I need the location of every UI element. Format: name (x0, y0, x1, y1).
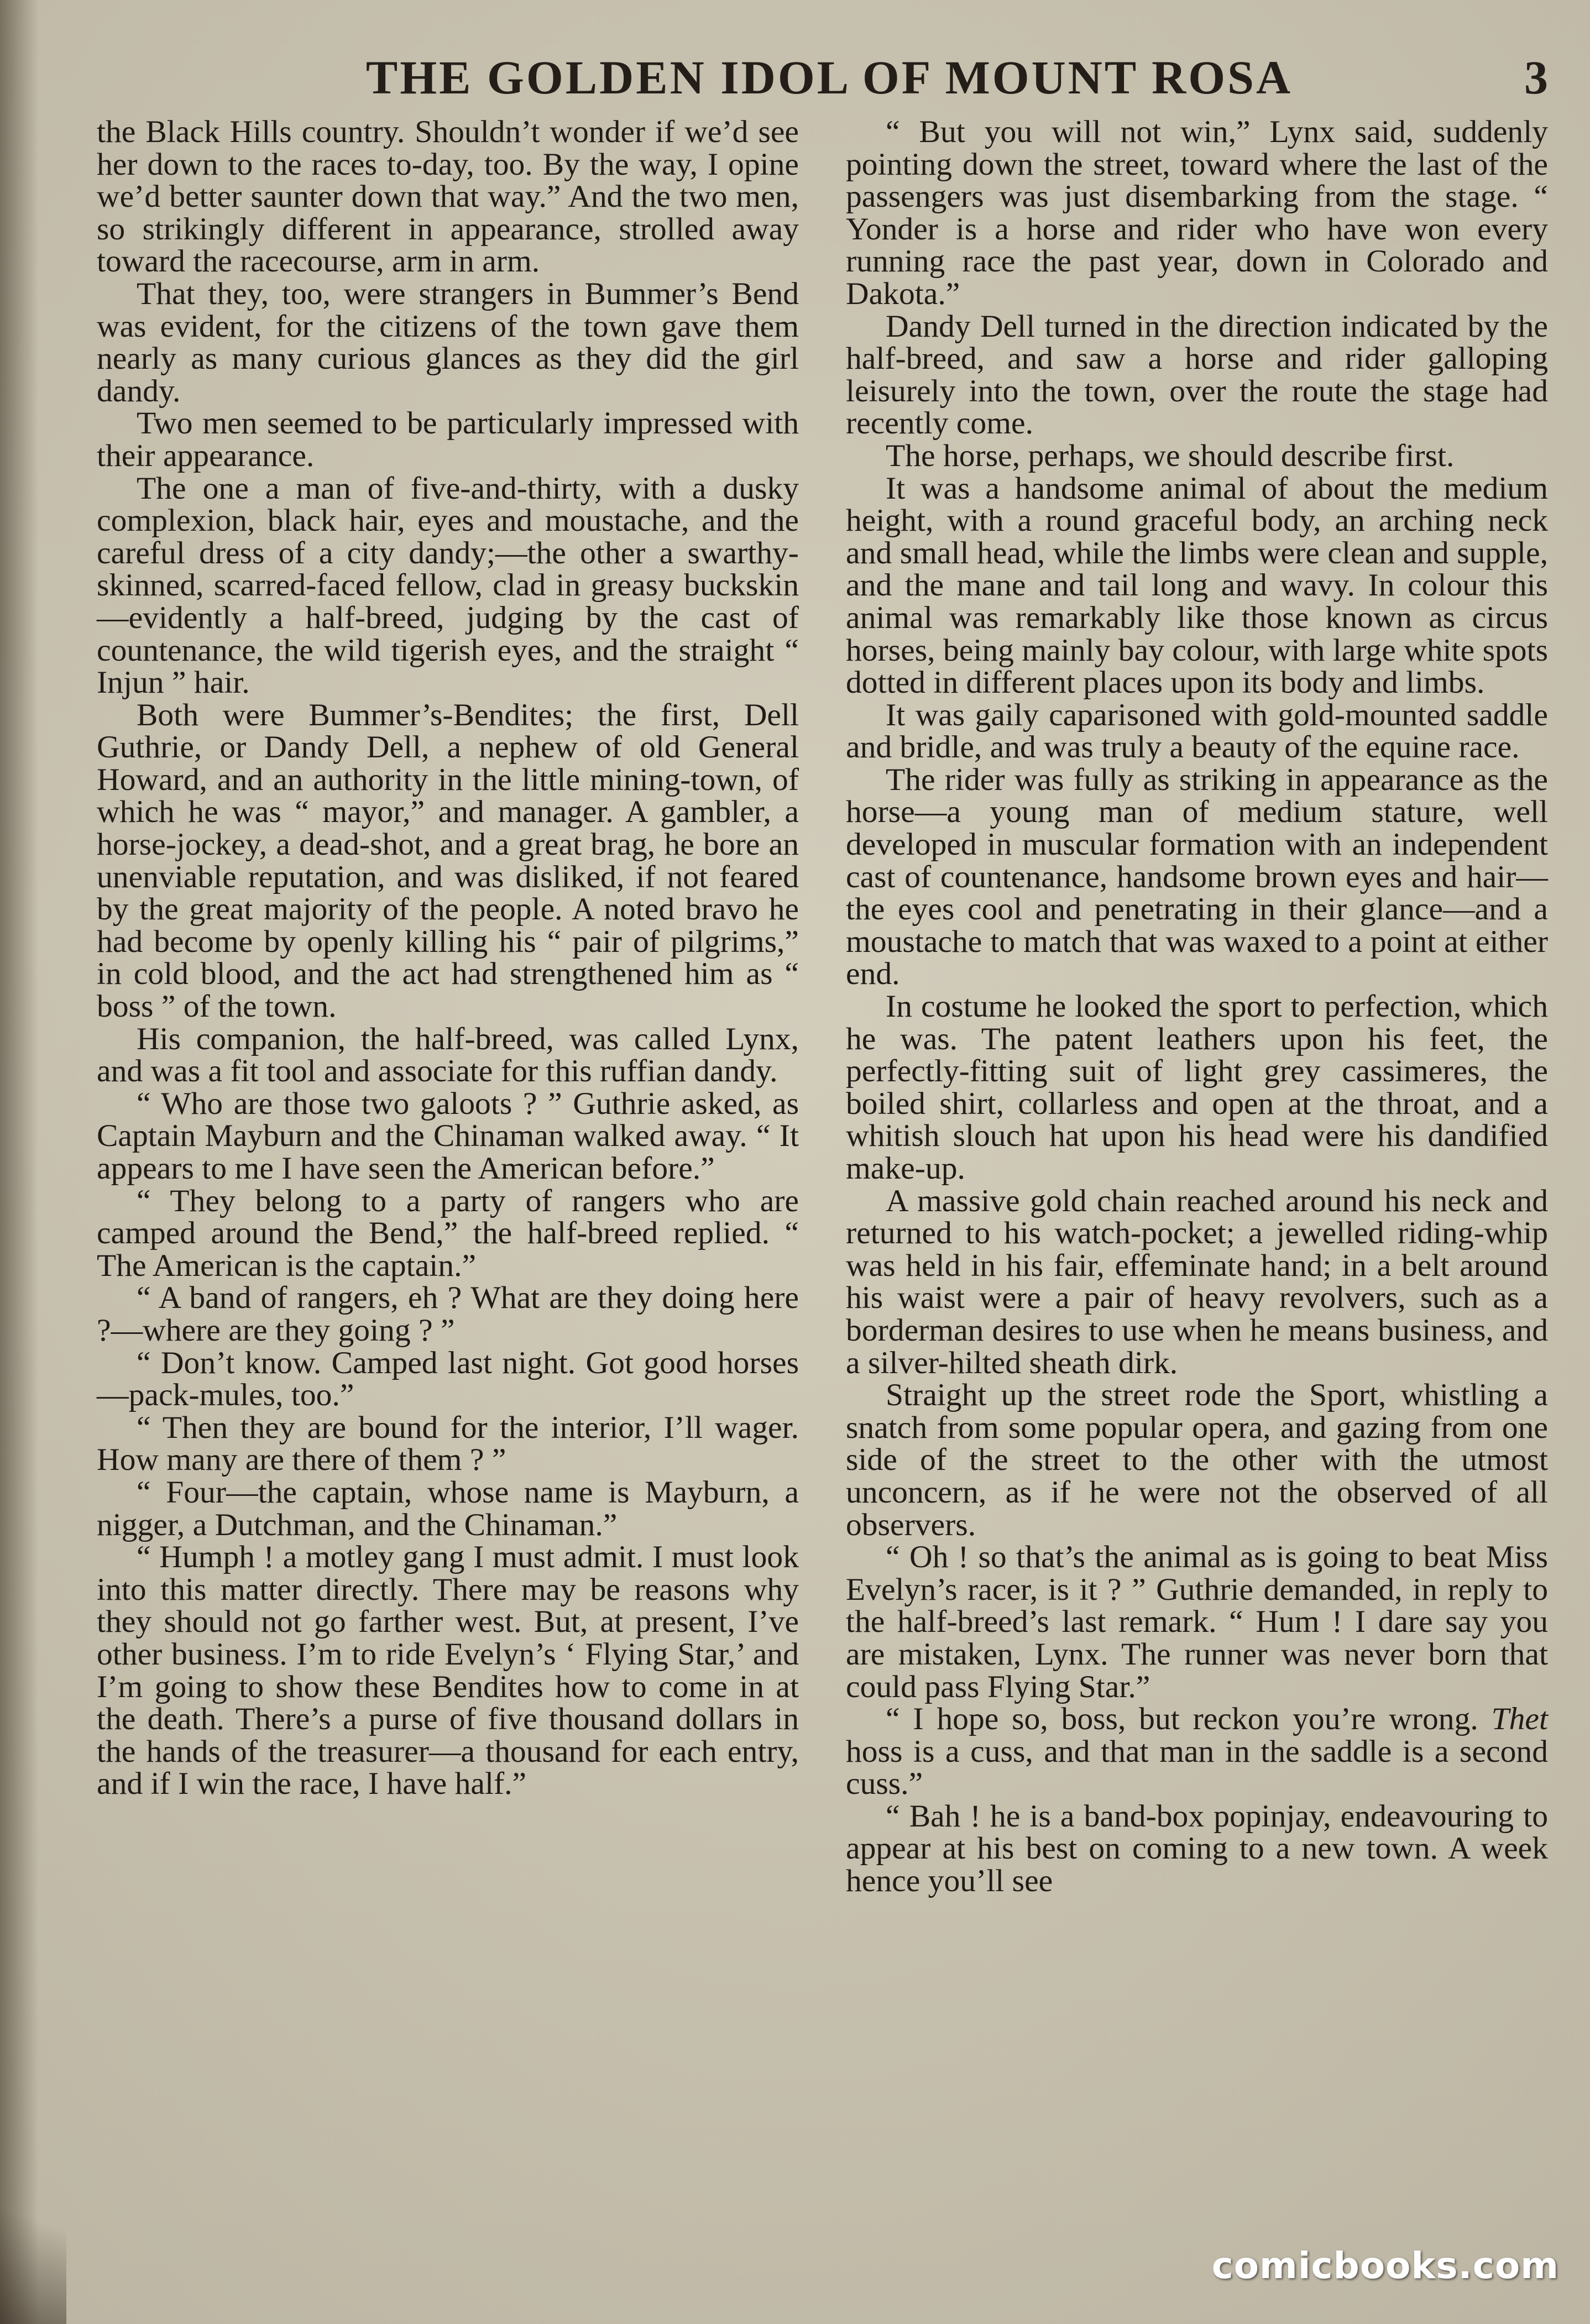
paragraph-text: hoss is a cuss, and that man in the saddle is a second cuss.” (846, 1734, 1548, 1802)
paragraph: “ Don’t know. Camped last night. Got good horses—pack-mules, too.” (97, 1345, 799, 1413)
left-column (97, 116, 799, 1800)
paragraph: That they, too, were strangers in Bummer’s Bend was evident, for the citizens of the town gave them nearly as many curious glances as they did the girl dandy. (97, 276, 799, 409)
paragraph: The horse, perhaps, we should describe first. (886, 438, 1455, 473)
page-corner-wear (0, 2180, 66, 2324)
paragraph: The one a man of five-and-thirty, with a dusky complexion, black hair, eyes and moustache, and the careful dress of a city dandy;—the other a swarthy-skinned, scarred-faced fellow, clad in greasy buckskin—evidently a half-breed, judging by the cast of countenance, the wild tigerish eyes, and the straight “ Injun ” hair. (97, 470, 799, 700)
watermark: comicbooks.com (1211, 2244, 1559, 2287)
paragraph: Both were Bummer’s-Bendites; the first, Dell Guthrie, or Dandy Dell, a nephew of old General Howard, and an authority in the little mining-town, of which he was “ mayor,” and manager. A gambler, a horse-jockey, a dead-shot, and a great brag, he bore an unenviable reputation, and was disliked, if not feared by the great majority of the people. A noted bravo he had become by openly killing his “ pair of pilgrims,” in cold blood, and the act had strengthened him as “ boss ” of the town. (97, 697, 799, 1024)
paragraph: It was a handsome animal of about the medium height, with a round graceful body, an arching neck and small head, while the limbs were clean and supple, and the mane and tail long and wavy. In colour this animal was remarkably like those known as circus horses, being mainly bay colour, with large white spots dotted in different places upon its body and limbs. (846, 470, 1548, 700)
italic-word: Thet (1491, 1702, 1548, 1737)
running-header (0, 39, 1590, 116)
paragraph: “ Who are those two galoots ? ” Guthrie asked, as Captain Mayburn and the Chinaman walked away. “ It appears to me I have seen the American before.” (97, 1086, 799, 1186)
paragraph: “ Bah ! he is a band-box popinjay, endeavouring to appear at his best on coming to a new town. A week hence you’ll see (846, 1798, 1548, 1899)
paragraph: “ Oh ! so that’s the animal as is going to beat Miss Evelyn’s racer, is it ? ” Guthrie demanded, in reply to the half-breed’s last remark. “ Hum ! I dare say you are mistaken, Lynx. The runner was never born that could pass Flying Star.” (846, 1540, 1548, 1704)
page-number: 3 (1524, 51, 1548, 104)
paragraph: His companion, the half-breed, was called Lynx, and was a fit tool and associate for this ruffian dandy. (97, 1021, 799, 1089)
paragraph: In costume he looked the sport to perfection, which he was. The patent leathers upon his feet, the perfectly-fitting suit of light grey cassimeres, the boiled shirt, collarless and open at the throat, and a whitish slouch hat upon his head were his dandified make-up. (846, 989, 1548, 1186)
paragraph: “ But you will not win,” Lynx said, suddenly pointing down the street, toward where the last of the passengers was just disembarking from the stage. “ Yonder is a horse and rider who have won every running race the past year, down in Colorado and Dakota.” (846, 114, 1548, 311)
paragraph: “ Humph ! a motley gang I must admit. I must look into this matter directly. There may be reasons why they should not go farther west. But, at present, I’ve other business. I’m to ride Evelyn’s ‘ Flying Star,’ and I’m going to show these Bendites how to come in at the death. There’s a purse of five thousand dollars in the hands of the treasurer—a thousand for each entry, and if I win the race, I have half.” (97, 1540, 799, 1802)
right-column (846, 116, 1548, 1898)
paragraph: It was gaily caparisoned with gold-mounted saddle and bridle, and was truly a beauty of the equine race. (846, 697, 1548, 765)
paragraph-text: “ I hope so, boss, but reckon you’re wrong. (886, 1702, 1492, 1737)
paragraph: Straight up the street rode the Sport, whistling a snatch from some popular opera, and gazing from one side of the street to the other with the utmost unconcern, as if he were not the observed of all observers. (846, 1378, 1548, 1542)
page-spine-shadow (0, 0, 39, 2324)
paragraph: the Black Hills country. Shouldn’t wonder if we’d see her down to the races to-day, too. By the way, I opine we’d better saunter down that way.” And the two men, so strikingly different in appearance, strolled away toward the racecourse, arm in arm. (97, 114, 799, 279)
paragraph: Dandy Dell turned in the direction indicated by the half-breed, and saw a horse and rider galloping leisurely into the town, over the route the stage had recently come. (846, 308, 1548, 441)
paragraph-with-italic (846, 1703, 1548, 1800)
paragraph: “ A band of rangers, eh ? What are they doing here ?—where are they going ? ” (97, 1280, 799, 1348)
running-title: THE GOLDEN IDOL OF MOUNT ROSA (365, 51, 1293, 104)
paragraph: The rider was fully as striking in appearance as the horse—a young man of medium stature, well developed in muscular formation with an independent cast of countenance, handsome brown eyes and hair—the eyes cool and penetrating in their glance—and a moustache to match that was waxed to a point at either end. (846, 762, 1548, 992)
paragraph: “ Then they are bound for the interior, I’ll wager. How many are there of them ? ” (97, 1410, 799, 1478)
paragraph: Two men seemed to be particularly impressed with their appearance. (97, 406, 799, 473)
paragraph: A massive gold chain reached around his neck and returned to his watch-pocket; a jewelled riding-whip was held in his fair, effeminate hand; in a belt around his waist were a pair of heavy revolvers, such as a borderman desires to use when he means business, and a silver-hilted sheath dirk. (846, 1183, 1548, 1380)
paragraph: “ Four—the captain, whose name is Mayburn, a nigger, a Dutchman, and the Chinaman.” (97, 1474, 799, 1542)
paragraph: “ They belong to a party of rangers who are camped around the Bend,” the half-breed replied. “ The American is the captain.” (97, 1183, 799, 1283)
